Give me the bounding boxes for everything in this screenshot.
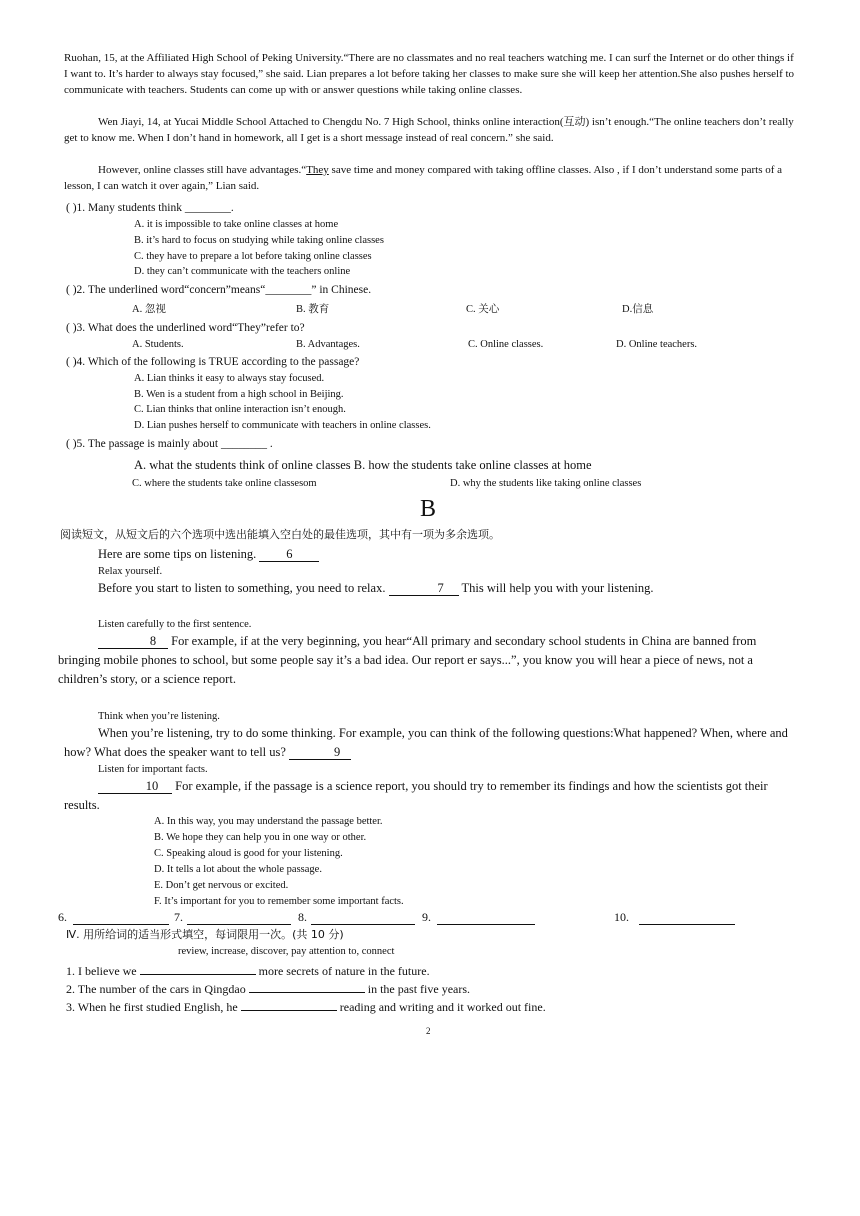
q3-option-a: A. Students. [132, 339, 184, 350]
underlined-they: They [306, 164, 329, 176]
b-option-e: E. Don’t get nervous or excited. [154, 880, 289, 891]
q1-option-c: C. they have to prepare a lot before taking online classes [134, 251, 372, 262]
q1-option-b: B. it’s hard to focus on studying while taking online classes [134, 235, 384, 246]
tip-paragraph-2: 8 For example, if at the very beginning, you hear“All primary and secondary school students in China are banned from bringing mobile phones to school, but some people say it’s a bad idea. Our report er says...”, you know you will hear a piece of news, not a children’s story, or a science report. [58, 634, 757, 686]
answer-10: 10. [614, 910, 629, 925]
question-3: ( )3. What does the underlined word“They”refer to? [66, 322, 305, 334]
q3-option-b: B. Advantages. [296, 339, 360, 350]
tip-heading-3: Think when you’re listening. [98, 711, 220, 722]
q4-option-d: D. Lian pushes herself to communicate with teachers in online classes. [134, 420, 431, 431]
question-5: ( )5. The passage is mainly about ________ . [66, 438, 273, 450]
b-option-d: D. It tells a lot about the whole passage. [154, 864, 322, 875]
passage-paragraph-2: Wen Jiayi, 14, at Yucai Middle School Attached to Chengdu No. 7 High School, thinks online interaction(互动) isn’t enough.“The online teachers don’t really get to know me. When I don’t hand in homework, all I get is a short message instead of real concern.” she said. [64, 116, 794, 144]
tip-heading-1: Relax yourself. [98, 566, 163, 577]
question-4: ( )4. Which of the following is TRUE according to the passage? [66, 356, 360, 368]
q5-option-c: C. where the students take online classesom [132, 478, 317, 489]
tip-paragraph-4: 10 For example, if the passage is a science report, you should try to remember its findings and how the scientists got their results. [64, 779, 768, 812]
word-bank: review, increase, discover, pay attention to, connect [178, 946, 395, 957]
tip-heading-2: Listen carefully to the first sentence. [98, 619, 252, 630]
blank-6: 6 [259, 547, 319, 562]
q2-option-d: D.信息 [622, 304, 654, 315]
b-option-a: A. In this way, you may understand the passage better. [154, 816, 383, 827]
fill-item-3: 3. When he first studied English, he reading and writing and it worked out fine. [66, 996, 546, 1015]
section-b-instruction: 阅读短文，从短文后的六个选项中选出能填入空白处的最佳选项，其中有一项为多余选项。 [60, 528, 500, 541]
answer-8: 8. [298, 910, 307, 925]
q4-option-b: B. Wen is a student from a high school in Beijing. [134, 389, 344, 400]
section-iv-title: Ⅳ. 用所给词的适当形式填空，每词限用一次。(共 10 分) [66, 928, 344, 941]
q2-option-a: A. 忽视 [132, 304, 166, 315]
q2-option-c: C. 关心 [466, 304, 500, 315]
q1-option-a: A. it is impossible to take online classes at home [134, 219, 339, 230]
answer-7: 7. [174, 910, 183, 925]
page-number: 2 [426, 1026, 431, 1036]
blank-8: 8 [98, 634, 168, 649]
passage-paragraph-1: Ruohan, 15, at the Affiliated High School of Peking University.“There are no classmates and no real teachers watching me. I can surf the Internet or do other things if I want to. It’s harder to always stay focused,” she said. Lian prepares a lot before taking her classes to make sure she will keep her attention.She also pushes herself to communicate with teachers. Students can come up with or answer questions while taking online classes. [64, 52, 795, 96]
q5-option-ab: A. what the students think of online classes B. how the students take online classes at home [134, 458, 592, 472]
q5-option-d: D. why the students like taking online classes [450, 478, 642, 489]
section-b-heading: B [420, 496, 437, 522]
q4-option-c: C. Lian thinks that online interaction isn’t enough. [134, 404, 346, 415]
q2-option-b: B. 教育 [296, 304, 330, 315]
question-2: ( )2. The underlined word“concern”means“________” in Chinese. [66, 284, 372, 296]
answer-9: 9. [422, 910, 431, 925]
tip-paragraph-3: When you’re listening, try to do some thinking. For example, you can think of the following questions:What happened? When, where and how? What does the speaker want to tell us? 9 [64, 726, 788, 759]
b-option-c: C. Speaking aloud is good for your listening. [154, 848, 343, 859]
fill-item-2: 2. The number of the cars in Qingdao in the past five years. [66, 978, 470, 997]
fill-item-1: 1. I believe we more secrets of nature in the future. [66, 960, 430, 979]
tips-intro: Here are some tips on listening. 6 [98, 545, 319, 564]
blank-10: 10 [98, 779, 172, 794]
b-option-b: B. We hope they can help you in one way or other. [154, 832, 367, 843]
q3-option-c: C. Online classes. [468, 339, 544, 350]
q1-option-d: D. they can’t communicate with the teachers online [134, 266, 351, 277]
answer-6: 6. [58, 910, 67, 925]
tip-heading-4: Listen for important facts. [98, 764, 208, 775]
q3-option-d: D. Online teachers. [616, 339, 698, 350]
passage-paragraph-3: However, online classes still have advantages.“They save time and money compared with taking offline classes. Also , if I don’t understand some parts of a lesson, I can watch it over again,” Lian said. [64, 164, 783, 192]
blank-7: 7 [389, 581, 459, 596]
blank-9: 9 [289, 745, 351, 760]
tip-paragraph-1: Before you start to listen to something, you need to relax. 7 This will help you with your listening. [98, 581, 654, 595]
b-option-f: F. It’s important for you to remember some important facts. [154, 896, 404, 907]
q4-option-a: A. Lian thinks it easy to always stay focused. [134, 373, 325, 384]
question-1: ( )1. Many students think ________. [66, 202, 234, 214]
